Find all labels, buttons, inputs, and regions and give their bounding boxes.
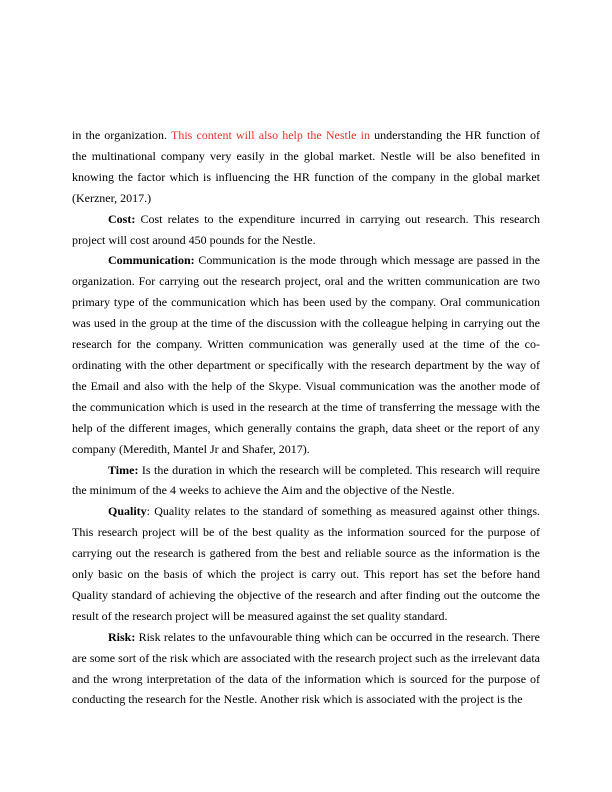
quality-heading: Quality bbox=[108, 504, 147, 519]
risk-text: Risk relates to the unfavourable thing which can be occurred in the research. There are some sort of the risk which are associated with the research project such as the irrelevant data and the wrong interpretation of the data of the information which is sourced for the purpose of conducting the research for the Nestle. Another risk which is associated with the project is the bbox=[72, 629, 540, 707]
intro-text-before: in the organization. bbox=[72, 128, 171, 142]
paragraph-quality bbox=[72, 501, 540, 626]
intro-highlighted-text: This content will also help the Nestle in bbox=[170, 128, 370, 142]
paragraph-communication bbox=[72, 250, 540, 459]
document-body bbox=[72, 125, 540, 710]
time-heading: Time: bbox=[108, 462, 139, 477]
communication-heading: Communication: bbox=[108, 253, 195, 268]
risk-heading: Risk: bbox=[108, 629, 136, 644]
paragraph-risk bbox=[72, 627, 540, 711]
intro-text-after: understanding the HR function of the multinational company very easily in the global market. Nestle will be also benefited in knowing the factor which is influencing the HR function of the company in the global market (Kerzner, 2017.) bbox=[72, 128, 540, 205]
cost-text: Cost relates to the expenditure incurred in carrying out research. This research project will cost around 450 pounds for the Nestle. bbox=[72, 211, 540, 247]
time-text: Is the duration in which the research will be completed. This research will require the minimum of the 4 weeks to achieve the Aim and the objective of the Nestle. bbox=[72, 462, 540, 498]
paragraph-time bbox=[72, 460, 540, 502]
paragraph-intro bbox=[72, 125, 540, 209]
communication-text: Communication is the mode through which message are passed in the organization. For carrying out the research project, oral and the written communication are two primary type of the communication which has been used by the company. Oral communication was used in the group at the time of the discussion with the colleague helping in carrying out the research for the company. Written communication was generally used at the time of the co-ordinating with the other department or specifically with the research department by the way of the Email and also with the help of the Skype. Visual communication was the another mode of the communication which is used in the research at the time of transferring the message with the help of the different images, which generally contains the graph, data sheet or the report of any company (Meredith, Mantel Jr and Shafer, 2017). bbox=[72, 253, 540, 456]
cost-heading: Cost: bbox=[108, 211, 136, 226]
paragraph-cost bbox=[72, 209, 540, 251]
quality-text: : Quality relates to the standard of something as measured against other things. This research project will be of the best quality as the information sourced for the purpose of carrying out the research is gathered from the best and reliable source as the information is the only basic on the basis of which the project is carry out. This report has set the before hand Quality standard of achieving the objective of the research and after finding out the outcome the result of the research project will be measured against the set quality standard. bbox=[72, 504, 540, 623]
